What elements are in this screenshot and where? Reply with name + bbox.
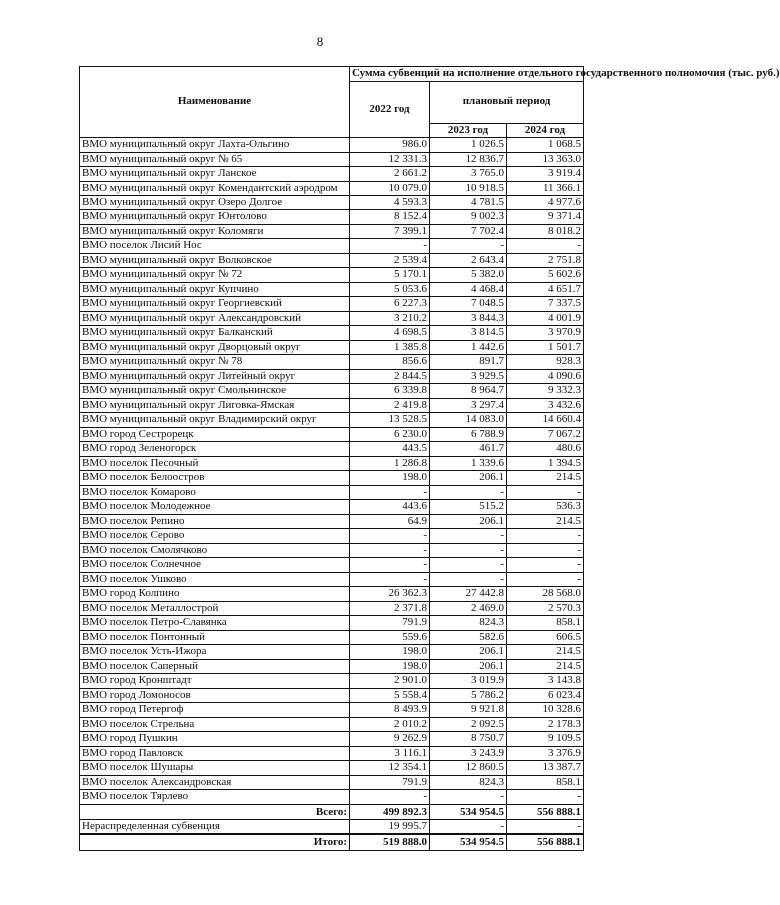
table-row	[80, 297, 584, 312]
row-value-2022: 3 210.2	[350, 311, 430, 326]
row-value-2023: 14 083.0	[430, 413, 507, 428]
row-value-2022: 791.9	[350, 616, 430, 631]
total-2022: 499 892.3	[350, 804, 430, 819]
unallocated-2024: -	[507, 819, 584, 834]
row-name: ВМО город Павловск	[80, 746, 350, 761]
grand-total-2022: 519 888.0	[350, 834, 430, 851]
row-name: ВМО город Колпино	[80, 587, 350, 602]
row-value-2022: 791.9	[350, 775, 430, 790]
column-header-sum: Сумма субвенций на исполнение отдельного государственного полномочия (тыс. руб.)	[350, 67, 584, 82]
row-value-2024: -	[507, 572, 584, 587]
table-row	[80, 167, 584, 182]
table-row	[80, 282, 584, 297]
column-header-2023: 2023 год	[430, 123, 507, 138]
row-value-2023: 461.7	[430, 442, 507, 457]
row-value-2023: 3 243.9	[430, 746, 507, 761]
row-value-2024: 3 143.8	[507, 674, 584, 689]
row-name: ВМО город Зеленогорск	[80, 442, 350, 457]
row-value-2022: 443.6	[350, 500, 430, 515]
table-row	[80, 717, 584, 732]
row-value-2022: 9 262.9	[350, 732, 430, 747]
row-value-2022: -	[350, 558, 430, 573]
row-value-2022: 12 331.3	[350, 152, 430, 167]
row-value-2024: 11 366.1	[507, 181, 584, 195]
row-value-2023: 10 918.5	[430, 181, 507, 195]
table-body	[80, 138, 584, 805]
row-value-2022: -	[350, 529, 430, 544]
table-row	[80, 384, 584, 399]
row-value-2022: 198.0	[350, 659, 430, 674]
row-value-2023: -	[430, 790, 507, 805]
row-value-2022: 2 539.4	[350, 253, 430, 268]
row-value-2023: -	[430, 543, 507, 558]
row-value-2023: 9 002.3	[430, 210, 507, 225]
row-value-2023: 8 750.7	[430, 732, 507, 747]
row-value-2022: -	[350, 239, 430, 254]
page-number: 8	[316, 34, 324, 49]
row-name: ВМО поселок Ушково	[80, 572, 350, 587]
row-value-2024: 214.5	[507, 645, 584, 660]
row-value-2024: 480.6	[507, 442, 584, 457]
row-name: ВМО муниципальный округ Дворцовый округ	[80, 340, 350, 355]
row-value-2023: 582.6	[430, 630, 507, 645]
total-2024: 556 888.1	[507, 804, 584, 819]
row-name: ВМО муниципальный округ № 72	[80, 268, 350, 283]
row-value-2023: 5 786.2	[430, 688, 507, 703]
row-value-2024: 214.5	[507, 471, 584, 486]
table-row	[80, 427, 584, 442]
column-header-2022: 2022 год	[350, 81, 430, 138]
row-value-2024: -	[507, 790, 584, 805]
row-value-2023: 1 026.5	[430, 138, 507, 153]
row-value-2024: -	[507, 543, 584, 558]
table-row	[80, 775, 584, 790]
row-value-2022: 1 385.8	[350, 340, 430, 355]
grand-total-row	[80, 834, 584, 851]
row-value-2024: 928.3	[507, 355, 584, 370]
table-row	[80, 500, 584, 515]
row-value-2022: 12 354.1	[350, 761, 430, 776]
row-value-2024: -	[507, 529, 584, 544]
row-name: ВМО город Сестрорецк	[80, 427, 350, 442]
row-value-2024: 3 432.6	[507, 398, 584, 413]
row-name: ВМО поселок Понтонный	[80, 630, 350, 645]
row-value-2024: 1 501.7	[507, 340, 584, 355]
table-row	[80, 543, 584, 558]
column-header-2024: 2024 год	[507, 123, 584, 138]
row-value-2024: 14 660.4	[507, 413, 584, 428]
row-value-2024: 13 363.0	[507, 152, 584, 167]
row-value-2024: 4 090.6	[507, 369, 584, 384]
total-row	[80, 804, 584, 819]
row-value-2023: 206.1	[430, 471, 507, 486]
row-value-2023: 4 781.5	[430, 195, 507, 210]
table-row	[80, 268, 584, 283]
row-value-2024: 2 570.3	[507, 601, 584, 616]
row-value-2023: -	[430, 558, 507, 573]
row-value-2022: 198.0	[350, 645, 430, 660]
row-value-2022: 2 661.2	[350, 167, 430, 182]
row-value-2022: -	[350, 790, 430, 805]
grand-total-label: Итого:	[80, 834, 350, 851]
grand-total-2024: 556 888.1	[507, 834, 584, 851]
row-value-2024: 214.5	[507, 659, 584, 674]
table-row	[80, 688, 584, 703]
row-name: ВМО поселок Молодежное	[80, 500, 350, 515]
row-value-2024: 8 018.2	[507, 224, 584, 239]
row-value-2022: 4 698.5	[350, 326, 430, 341]
row-name: ВМО муниципальный округ Балканский	[80, 326, 350, 341]
table-row	[80, 514, 584, 529]
row-value-2022: 5 053.6	[350, 282, 430, 297]
row-value-2023: 2 092.5	[430, 717, 507, 732]
row-value-2023: 824.3	[430, 775, 507, 790]
row-value-2024: 214.5	[507, 514, 584, 529]
row-value-2022: 2 419.8	[350, 398, 430, 413]
row-name: ВМО муниципальный округ Александровский	[80, 311, 350, 326]
row-value-2024: 9 109.5	[507, 732, 584, 747]
row-value-2024: 13 387.7	[507, 761, 584, 776]
row-value-2022: 856.6	[350, 355, 430, 370]
row-name: ВМО поселок Серово	[80, 529, 350, 544]
row-value-2024: 606.5	[507, 630, 584, 645]
row-value-2022: 8 152.4	[350, 210, 430, 225]
row-value-2023: 12 860.5	[430, 761, 507, 776]
row-value-2023: 4 468.4	[430, 282, 507, 297]
row-name: ВМО поселок Репино	[80, 514, 350, 529]
row-value-2022: 5 558.4	[350, 688, 430, 703]
row-name: ВМО поселок Шушары	[80, 761, 350, 776]
row-value-2023: 206.1	[430, 645, 507, 660]
table-row	[80, 355, 584, 370]
row-name: ВМО город Пушкин	[80, 732, 350, 747]
table-row	[80, 398, 584, 413]
table-row	[80, 558, 584, 573]
row-value-2023: 1 339.6	[430, 456, 507, 471]
row-name: ВМО поселок Белоостров	[80, 471, 350, 486]
row-name: ВМО поселок Песочный	[80, 456, 350, 471]
row-name: ВМО город Ломоносов	[80, 688, 350, 703]
row-value-2022: 443.5	[350, 442, 430, 457]
table-row	[80, 572, 584, 587]
row-value-2023: -	[430, 485, 507, 500]
row-value-2023: 3 929.5	[430, 369, 507, 384]
row-value-2023: 9 921.8	[430, 703, 507, 718]
table-row	[80, 224, 584, 239]
row-value-2022: 6 227.3	[350, 297, 430, 312]
table-row	[80, 471, 584, 486]
total-label: Всего:	[80, 804, 350, 819]
row-name: ВМО муниципальный округ № 78	[80, 355, 350, 370]
row-value-2022: 5 170.1	[350, 268, 430, 283]
unallocated-row	[80, 819, 584, 834]
row-value-2024: 5 602.6	[507, 268, 584, 283]
row-name: ВМО муниципальный округ № 65	[80, 152, 350, 167]
table-row	[80, 413, 584, 428]
table-row	[80, 587, 584, 602]
total-2023: 534 954.5	[430, 804, 507, 819]
row-value-2023: -	[430, 572, 507, 587]
row-value-2024: 10 328.6	[507, 703, 584, 718]
row-value-2023: 3 297.4	[430, 398, 507, 413]
row-value-2023: 7 702.4	[430, 224, 507, 239]
row-value-2022: 3 116.1	[350, 746, 430, 761]
table-row	[80, 601, 584, 616]
table-row	[80, 210, 584, 225]
table-row	[80, 616, 584, 631]
table-row	[80, 152, 584, 167]
row-value-2023: 2 643.4	[430, 253, 507, 268]
row-value-2024: 9 371.4	[507, 210, 584, 225]
row-value-2024: 2 751.8	[507, 253, 584, 268]
row-name: ВМО поселок Петро-Славянка	[80, 616, 350, 631]
row-value-2024: 858.1	[507, 616, 584, 631]
row-value-2024: -	[507, 558, 584, 573]
table-row	[80, 529, 584, 544]
row-value-2022: 8 493.9	[350, 703, 430, 718]
row-value-2022: 2 010.2	[350, 717, 430, 732]
row-name: ВМО муниципальный округ Владимирский округ	[80, 413, 350, 428]
row-value-2022: -	[350, 543, 430, 558]
table-row	[80, 442, 584, 457]
table-row	[80, 703, 584, 718]
row-name: ВМО муниципальный округ Лиговка-Ямская	[80, 398, 350, 413]
table-row	[80, 732, 584, 747]
row-value-2022: 2 844.5	[350, 369, 430, 384]
row-value-2024: 1 394.5	[507, 456, 584, 471]
row-name: ВМО муниципальный округ Волковское	[80, 253, 350, 268]
row-value-2024: 6 023.4	[507, 688, 584, 703]
row-value-2024: 4 977.6	[507, 195, 584, 210]
row-name: ВМО поселок Саперный	[80, 659, 350, 674]
row-name: ВМО поселок Лисий Нос	[80, 239, 350, 254]
row-value-2023: 206.1	[430, 514, 507, 529]
unallocated-2022: 19 995.7	[350, 819, 430, 834]
row-value-2022: 26 362.3	[350, 587, 430, 602]
row-value-2023: 8 964.7	[430, 384, 507, 399]
table-row	[80, 761, 584, 776]
row-value-2024: 7 337.5	[507, 297, 584, 312]
row-value-2022: 986.0	[350, 138, 430, 153]
row-value-2022: 13 528.5	[350, 413, 430, 428]
row-value-2022: 198.0	[350, 471, 430, 486]
table-row	[80, 181, 584, 195]
unallocated-2023: -	[430, 819, 507, 834]
row-value-2023: 824.3	[430, 616, 507, 631]
row-value-2023: 1 442.6	[430, 340, 507, 355]
row-name: ВМО муниципальный округ Коломяги	[80, 224, 350, 239]
row-name: ВМО город Кронштадт	[80, 674, 350, 689]
row-value-2022: 6 230.0	[350, 427, 430, 442]
row-value-2022: -	[350, 572, 430, 587]
row-value-2023: 3 814.5	[430, 326, 507, 341]
row-value-2022: 559.6	[350, 630, 430, 645]
row-value-2024: 4 001.9	[507, 311, 584, 326]
row-value-2024: 858.1	[507, 775, 584, 790]
table-row	[80, 674, 584, 689]
row-value-2024: 3 919.4	[507, 167, 584, 182]
table-row	[80, 645, 584, 660]
table-row	[80, 253, 584, 268]
table-row	[80, 630, 584, 645]
row-value-2024: 9 332.3	[507, 384, 584, 399]
table-row	[80, 340, 584, 355]
row-value-2023: 6 788.9	[430, 427, 507, 442]
row-name: ВМО поселок Металлострой	[80, 601, 350, 616]
row-value-2024: 4 651.7	[507, 282, 584, 297]
row-name: ВМО поселок Тярлево	[80, 790, 350, 805]
row-value-2023: 5 382.0	[430, 268, 507, 283]
row-value-2022: 2 371.8	[350, 601, 430, 616]
row-value-2024: -	[507, 239, 584, 254]
row-name: ВМО муниципальный округ Литейный округ	[80, 369, 350, 384]
row-value-2023: 12 836.7	[430, 152, 507, 167]
row-value-2023: 2 469.0	[430, 601, 507, 616]
row-value-2023: -	[430, 529, 507, 544]
row-value-2022: 7 399.1	[350, 224, 430, 239]
subsidy-table	[79, 66, 780, 851]
row-value-2024: 1 068.5	[507, 138, 584, 153]
row-value-2022: 4 593.3	[350, 195, 430, 210]
row-name: ВМО муниципальный округ Озеро Долгое	[80, 195, 350, 210]
row-value-2022: 64.9	[350, 514, 430, 529]
row-name: ВМО муниципальный округ Купчино	[80, 282, 350, 297]
table-row	[80, 239, 584, 254]
column-header-name: Наименование	[80, 67, 350, 138]
row-value-2024: -	[507, 485, 584, 500]
row-name: ВМО муниципальный округ Ланское	[80, 167, 350, 182]
row-value-2024: 3 970.9	[507, 326, 584, 341]
row-value-2022: 10 079.0	[350, 181, 430, 195]
row-value-2024: 2 178.3	[507, 717, 584, 732]
table-row	[80, 746, 584, 761]
row-value-2022: -	[350, 485, 430, 500]
row-value-2023: 206.1	[430, 659, 507, 674]
table-row	[80, 326, 584, 341]
table-row	[80, 790, 584, 805]
row-value-2022: 6 339.8	[350, 384, 430, 399]
row-name: ВМО муниципальный округ Юнтолово	[80, 210, 350, 225]
row-name: ВМО поселок Александровская	[80, 775, 350, 790]
row-value-2022: 1 286.8	[350, 456, 430, 471]
row-value-2023: 3 844.3	[430, 311, 507, 326]
row-value-2024: 7 067.2	[507, 427, 584, 442]
row-value-2023: -	[430, 239, 507, 254]
unallocated-name: Нераспределенная субвенция	[80, 819, 350, 834]
row-name: ВМО муниципальный округ Георгиевский	[80, 297, 350, 312]
table-row	[80, 311, 584, 326]
row-value-2023: 515.2	[430, 500, 507, 515]
row-name: ВМО муниципальный округ Смольнинское	[80, 384, 350, 399]
row-name: ВМО муниципальный округ Лахта-Ольгино	[80, 138, 350, 153]
row-name: ВМО поселок Солнечное	[80, 558, 350, 573]
row-value-2024: 3 376.9	[507, 746, 584, 761]
row-name: ВМО поселок Комарово	[80, 485, 350, 500]
table-row	[80, 659, 584, 674]
row-value-2023: 3 019.9	[430, 674, 507, 689]
row-name: ВМО поселок Смолячково	[80, 543, 350, 558]
table-row	[80, 195, 584, 210]
row-value-2024: 536.3	[507, 500, 584, 515]
row-value-2024: 28 568.0	[507, 587, 584, 602]
row-name: ВМО поселок Усть-Ижора	[80, 645, 350, 660]
row-value-2023: 7 048.5	[430, 297, 507, 312]
row-name: ВМО муниципальный округ Комендантский аэродром	[80, 181, 350, 195]
row-value-2022: 2 901.0	[350, 674, 430, 689]
table-row	[80, 369, 584, 384]
row-name: ВМО поселок Стрельна	[80, 717, 350, 732]
table-row	[80, 138, 584, 153]
row-value-2023: 891.7	[430, 355, 507, 370]
grand-total-2023: 534 954.5	[430, 834, 507, 851]
row-value-2023: 3 765.0	[430, 167, 507, 182]
table-row	[80, 456, 584, 471]
column-header-planning-period: плановый период	[430, 81, 584, 123]
row-value-2023: 27 442.8	[430, 587, 507, 602]
table-row	[80, 485, 584, 500]
row-name: ВМО город Петергоф	[80, 703, 350, 718]
